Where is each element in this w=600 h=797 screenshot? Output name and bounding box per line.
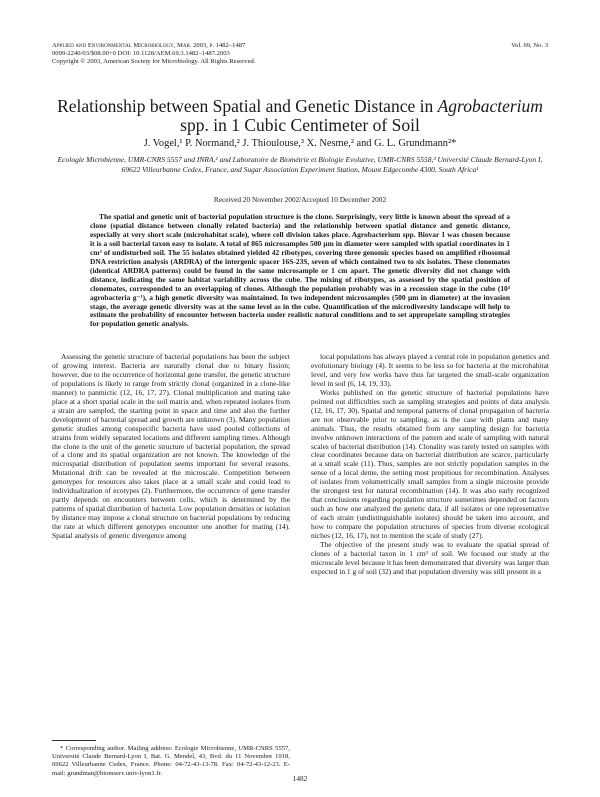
issn-doi: 0099-2240/03/$08.00+0 DOI: 10.1128/AEM.69.3.1482–1487.2003 <box>52 50 230 58</box>
abstract: The spatial and genetic unit of bacterial population structure is the clone. Surprisingly, very little is known about the spread of a clone (spatial distance between clonally related bacteria) and the relationship between spatial distance and genetic distance, especially at very short scale (microhabitat scale), where cell division takes place. Agrobacterium spp. Biovar 1 was chosen because it is a soil bacterial taxon easy to isolate. A total of 865 microsamples 500 µm in diameter were sampled with spatial coordinates in 1 cm³ of undisturbed soil. The 55 isolates obtained yielded 42 ribotypes, covering three genomic species based on amplified ribosomal DNA restriction analysis (ARDRA) of the intergenic spacer 16S-23S, seven of which contained two to six isolates. These clonemates (identical ARDRA patterns) could be found in the same microsample or 1 cm apart. The genetic diversity did not change with distance, indicating the same habitat variability across the cube. The mixing of ribotypes, as assessed by the spatial position of clonemates, corresponded to an overlapping of clones. Although the population probably was in a recession stage in the cube (10³ agrobacteria g⁻¹), a high genetic diversity was maintained. In two independent microsamples (500 µm in diameter) at the invasion stage, the average genetic diversity was at the same level as in the cube. Quantification of the microdiversity landscape will help to estimate the probability of encounter between bacteria under realistic natural conditions and to set appropriate sampling strategies for population genetic analysis. <box>90 212 510 329</box>
authors: J. Vogel,¹ P. Normand,² J. Thioulouse,³ X. Nesme,² and G. L. Grundmann²* <box>143 138 457 149</box>
title-part-1: Relationship between Spatial and Genetic Distance in <box>57 96 438 116</box>
page-number: 1482 <box>292 774 308 783</box>
received-dates: Received 20 November 2002/Accepted 10 December 2002 <box>213 195 387 204</box>
copyright: Copyright © 2003, American Society for Microbiology. All Rights Reserved. <box>52 58 256 66</box>
body-paragraph: Assessing the genetic structure of bacterial populations has been the subject of growing interest. Bacteria are naturally clonal due to binary fission; however, due to the occurrence of horizontal gene transfer, the genetic structure of populations is likely to range from strictly clonal (organized in a clone-like manner) to panmictic (12, 16, 17, 27). Clonal multiplication and mating take place at a short spatial scale in the soil matrix and, when repeated isolates from a strain are sampled, the starting point in space and time and also the further development of bacterial spread and growth are unknown (3). Many population genetic studies among conspecific bacteria have used pooled collections of strains from widely separated locations and different sampling times. Although the clone is the unit of the genetic structure of bacterial population, the spread of a clone and its spatial organization are not known. The knowledge of the microspatial distribution of population seems important for several reasons. Mutational drift can be revealed at the microscale. Competition between genotypes for resources also takes place at a small scale and could lead to individualization of ecotypes (2). Furthermore, the occurrence of gene transfer partly depends on encounters between cells, which is determined by the patterns of spatial distribution of bacteria. Low population densities or isolation by distance may impose a clonal structure on bacterial populations by reducing the rate at which different genotypes encounter one another for mating (14). Spatial analysis of genetic divergence among <box>52 352 290 541</box>
volume-issue: Vol. 69, No. 3 <box>511 42 548 49</box>
journal-citation: Applied and Environmental Microbiology, Mar. 2003, p. 1482–1487 <box>52 42 246 49</box>
body-paragraph: Works published on the genetic structure of bacterial populations have pointed out difficulties such as sampling strategies and points of data analysis (12, 16, 17, 30). Spatial and temporal patterns of clonal propagation of bacteria are not observable prior to sampling, as is the case with plants and many animals. Thus, the results obtained from any sampling design for bacteria involve unknown interactions of the pattern and scale of sampling with natural scales of bacterial distribution (14). Clonality was rarely tested on samples with clear coordinates because data on bacterial distribution are scarce, particularly at a small scale (11). Thus, samples are not strictly population samples in the sense of a local deme, the setting most propitious for recombination. Analyses of isolates from volumetrically small samples from a single microsite provide the strongest test for natural recombination (14). It was also early recognized that conclusions regarding population structure sometimes depended on factors such as how one analyzed the genetic data, if all isolates or one representative of each strain (undistinguishable isolates) should be taken into account, and how to compare the population structures of species from diverse ecological niches (12, 16, 17), not to mention the scale of study (27). <box>311 387 549 541</box>
body-column-right <box>311 353 549 577</box>
article-title <box>40 97 560 135</box>
body-column-left <box>52 353 290 541</box>
title-part-2: spp. in 1 Cubic Centimeter of Soil <box>180 115 420 135</box>
journal-header <box>52 42 452 67</box>
body-paragraph: local populations has always played a central role in population genetics and evolutionary biology (4). It seems to be less so for bacteria at the microhabitat level, and very few works have thus far targeted the small-scale organization level in soil (6, 14, 19, 33). <box>311 352 549 388</box>
corresponding-author-footnote: * Corresponding author. Mailing address: Ecologie Microbienne, UMR-CNRS 5557, Université Claude Bernard-Lyon I, Bat. G. Mendel, 43, Bvd. du 11 Novembre 1918, 69622 Villeurbanne Cedex, France. Phone: 04-72-43-13-78. Fax: 04-72-43-12-23. E-mail: grundman@biomserv.univ-lyon1.fr. <box>52 745 290 777</box>
footnote-divider <box>52 740 96 741</box>
title-genus: Agrobacterium <box>437 96 543 116</box>
body-paragraph: The objective of the present study was to evaluate the spatial spread of clones of a bacterial taxon in 1 cm³ of soil. We focused our study at the microscale level because it has been demonstrated that diversity was larger than expected in 1 g of soil (32) and that population diversity was still present in a <box>311 540 549 576</box>
affiliations: Ecologie Microbienne, UMR-CNRS 5557 and INRA,² and Laboratoire de Biométrie et Biologie Evolutive, UMR-CNRS 5558,³ Université Claude Bernard-Lyon I, 69622 Villeurbanne Cedex, France, and Sugar Association Experiment Station, Mount Edgecombe 4300, South Africa¹ <box>57 155 543 175</box>
